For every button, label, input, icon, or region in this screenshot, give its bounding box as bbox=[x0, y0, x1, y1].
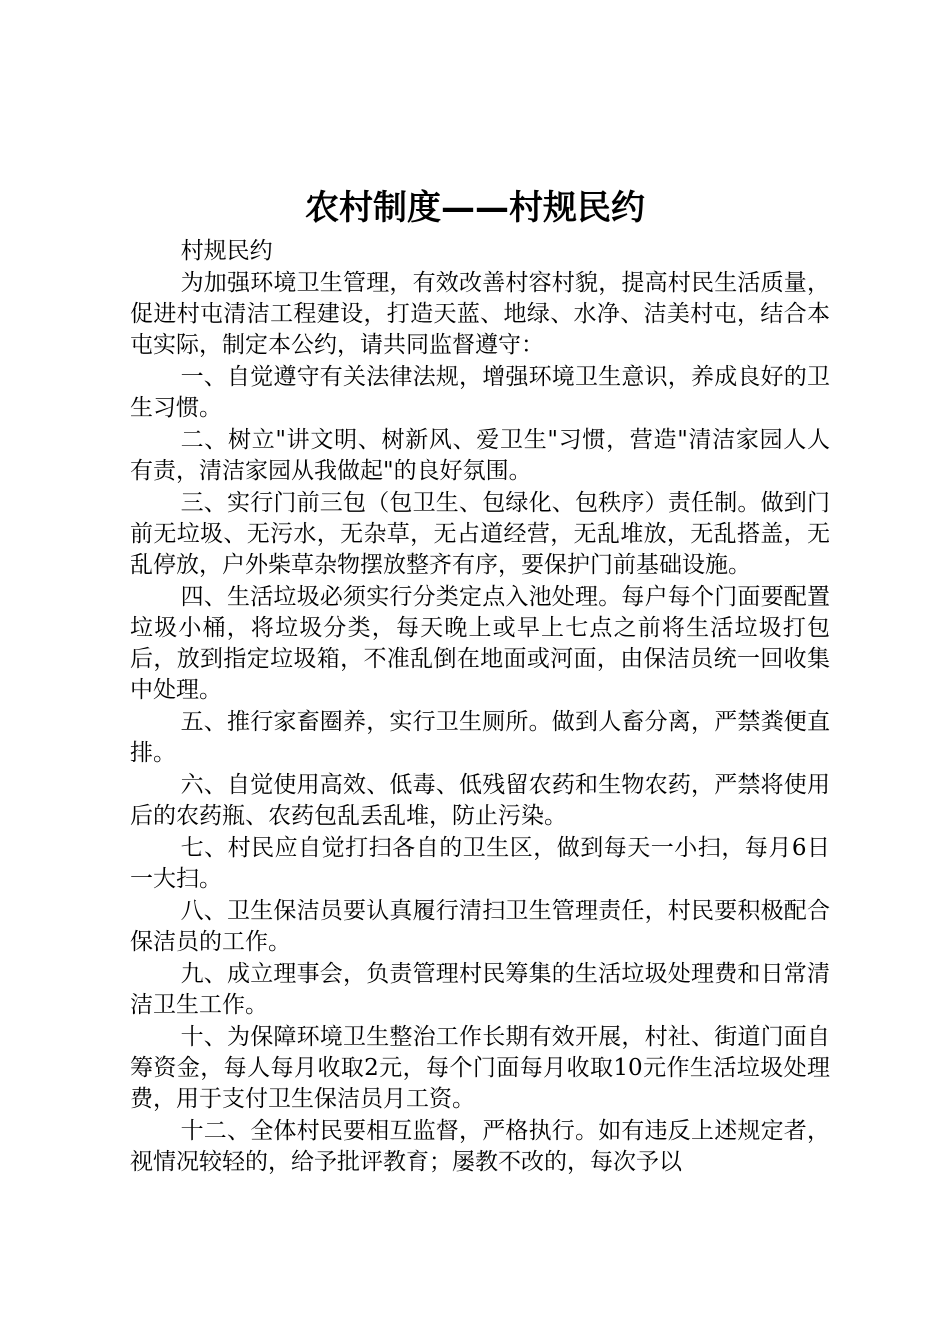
paragraph-item-10: 十、为保障环境卫生整治工作长期有效开展，村社、街道门面自筹资金，每人每月收取2元，每个门面每月收取10元作生活垃圾处理费，用于支付卫生保洁员月工资。 bbox=[130, 1024, 830, 1112]
paragraph-item-3: 三、实行门前三包（包卫生、包绿化、包秩序）责任制。做到门前无垃圾、无污水，无杂草，无占道经营，无乱堆放，无乱搭盖，无乱停放，户外柴草杂物摆放整齐有序，要保护门前基础设施。 bbox=[130, 490, 830, 578]
paragraph-item-2: 二、树立"讲文明、树新风、爱卫生"习惯，营造"清洁家园人人有责，清洁家园从我做起"的良好氛围。 bbox=[130, 427, 830, 484]
paragraph-item-4: 四、生活垃圾必须实行分类定点入池处理。每户每个门面要配置垃圾小桶，将垃圾分类，每天晚上或早上七点之前将生活垃圾打包后，放到指定垃圾箱，不准乱倒在地面或河面，由保洁员统一回收集中处理。 bbox=[130, 584, 830, 703]
paragraph-item-9: 九、成立理事会，负责管理村民筹集的生活垃圾处理费和日常清洁卫生工作。 bbox=[130, 961, 830, 1018]
paragraph-item-7: 七、村民应自觉打扫各自的卫生区，做到每天一小扫，每月6日一大扫。 bbox=[130, 835, 830, 892]
paragraph-item-1: 一、自觉遵守有关法律法规，增强环境卫生意识，养成良好的卫生习惯。 bbox=[130, 364, 830, 421]
paragraph-intro: 为加强环境卫生管理，有效改善村容村貌，提高村民生活质量，促进村屯清洁工程建设，打造天蓝、地绿、水净、洁美村屯，结合本屯实际，制定本公约，请共同监督遵守： bbox=[130, 270, 830, 358]
paragraph-item-12: 十二、全体村民要相互监督，严格执行。如有违反上述规定者，视情况较轻的，给予批评教育；屡教不改的，每次予以 bbox=[130, 1118, 830, 1175]
document-body bbox=[130, 236, 830, 1179]
paragraph-item-6: 六、自觉使用高效、低毒、低残留农药和生物农药，严禁将使用后的农药瓶、农药包乱丢乱堆，防止污染。 bbox=[130, 772, 830, 829]
paragraph-item-5: 五、推行家畜圈养，实行卫生厕所。做到人畜分离，严禁粪便直排。 bbox=[130, 709, 830, 766]
paragraph-item-8: 八、卫生保洁员要认真履行清扫卫生管理责任，村民要积极配合保洁员的工作。 bbox=[130, 898, 830, 955]
document-title: 农村制度——村规民约 bbox=[305, 188, 645, 228]
paragraph-heading: 村规民约 bbox=[180, 238, 273, 264]
